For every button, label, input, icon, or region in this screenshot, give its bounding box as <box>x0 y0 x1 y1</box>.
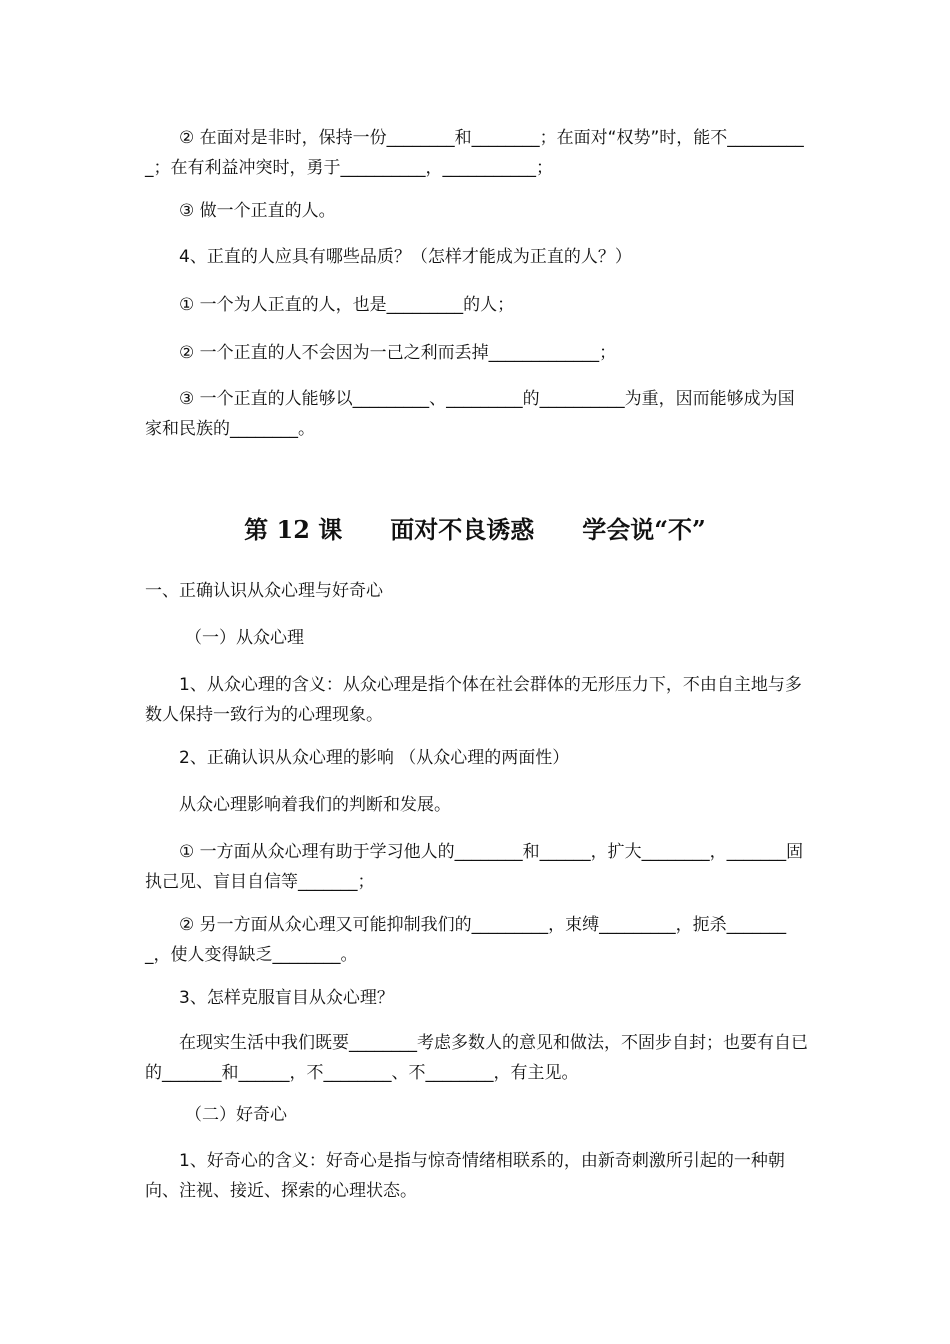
conformity-question-2: 2、正确认识从众心理的影响 （从众心理的两面性） <box>179 748 570 768</box>
conformity-definition: 1、从众心理的含义：从众心理是指个体在社会群体的无形压力下，不由自主地与多数人保持一致行为的心理现象。 <box>145 675 802 725</box>
conformity-question-3: 3、怎样克服盲目从众心理？ <box>179 988 394 1008</box>
question-4-item-1: ① 一个为人正直的人，也是_________的人； <box>179 295 515 315</box>
lesson-title: 第 12 课 面对不良诱惑 学会说“不” <box>244 515 706 544</box>
conformity-answer-3: 在现实生活中我们既要________考虑多数人的意见和做法，不固步自封；也要有自已的_______和______，不________、不________，有主见。 <box>145 1033 808 1083</box>
item-3-paragraph: ③ 做一个正直的人。 <box>179 201 336 221</box>
conformity-intro: 从众心理影响着我们的判断和发展。 <box>179 795 451 815</box>
conformity-item-2: ② 另一方面从众心理又可能抑制我们的_________，束缚_________，扼杀________，使人变得缺乏________。 <box>145 915 787 965</box>
question-4-item-2: ② 一个正直的人不会因为一己之利而丢掉_____________； <box>179 343 617 363</box>
subsection-conformity-heading: （一）从众心理 <box>185 628 304 648</box>
section-1-heading: 一、正确认识从众心理与好奇心 <box>145 581 383 601</box>
curiosity-definition: 1、好奇心的含义：好奇心是指与惊奇情绪相联系的，由新奇刺激所引起的一种朝向、注视、接近、探索的心理状态。 <box>145 1151 785 1201</box>
question-4-item-3: ③ 一个正直的人能够以_________、_________的__________为重，因而能够成为国家和民族的________。 <box>145 389 795 439</box>
subsection-curiosity-heading: （二）好奇心 <box>185 1105 287 1125</box>
conformity-item-1: ① 一方面从众心理有助于学习他人的________和______，扩大________，_______固执己见、盲目自信等_______； <box>145 842 804 892</box>
item-2-paragraph: ② 在面对是非时，保持一份________和________；在面对“权势”时，能不__________；在有利益冲突时，勇于__________，___________； <box>145 128 804 178</box>
question-4-heading: 4、正直的人应具有哪些品质？（怎样才能成为正直的人？） <box>179 247 632 267</box>
